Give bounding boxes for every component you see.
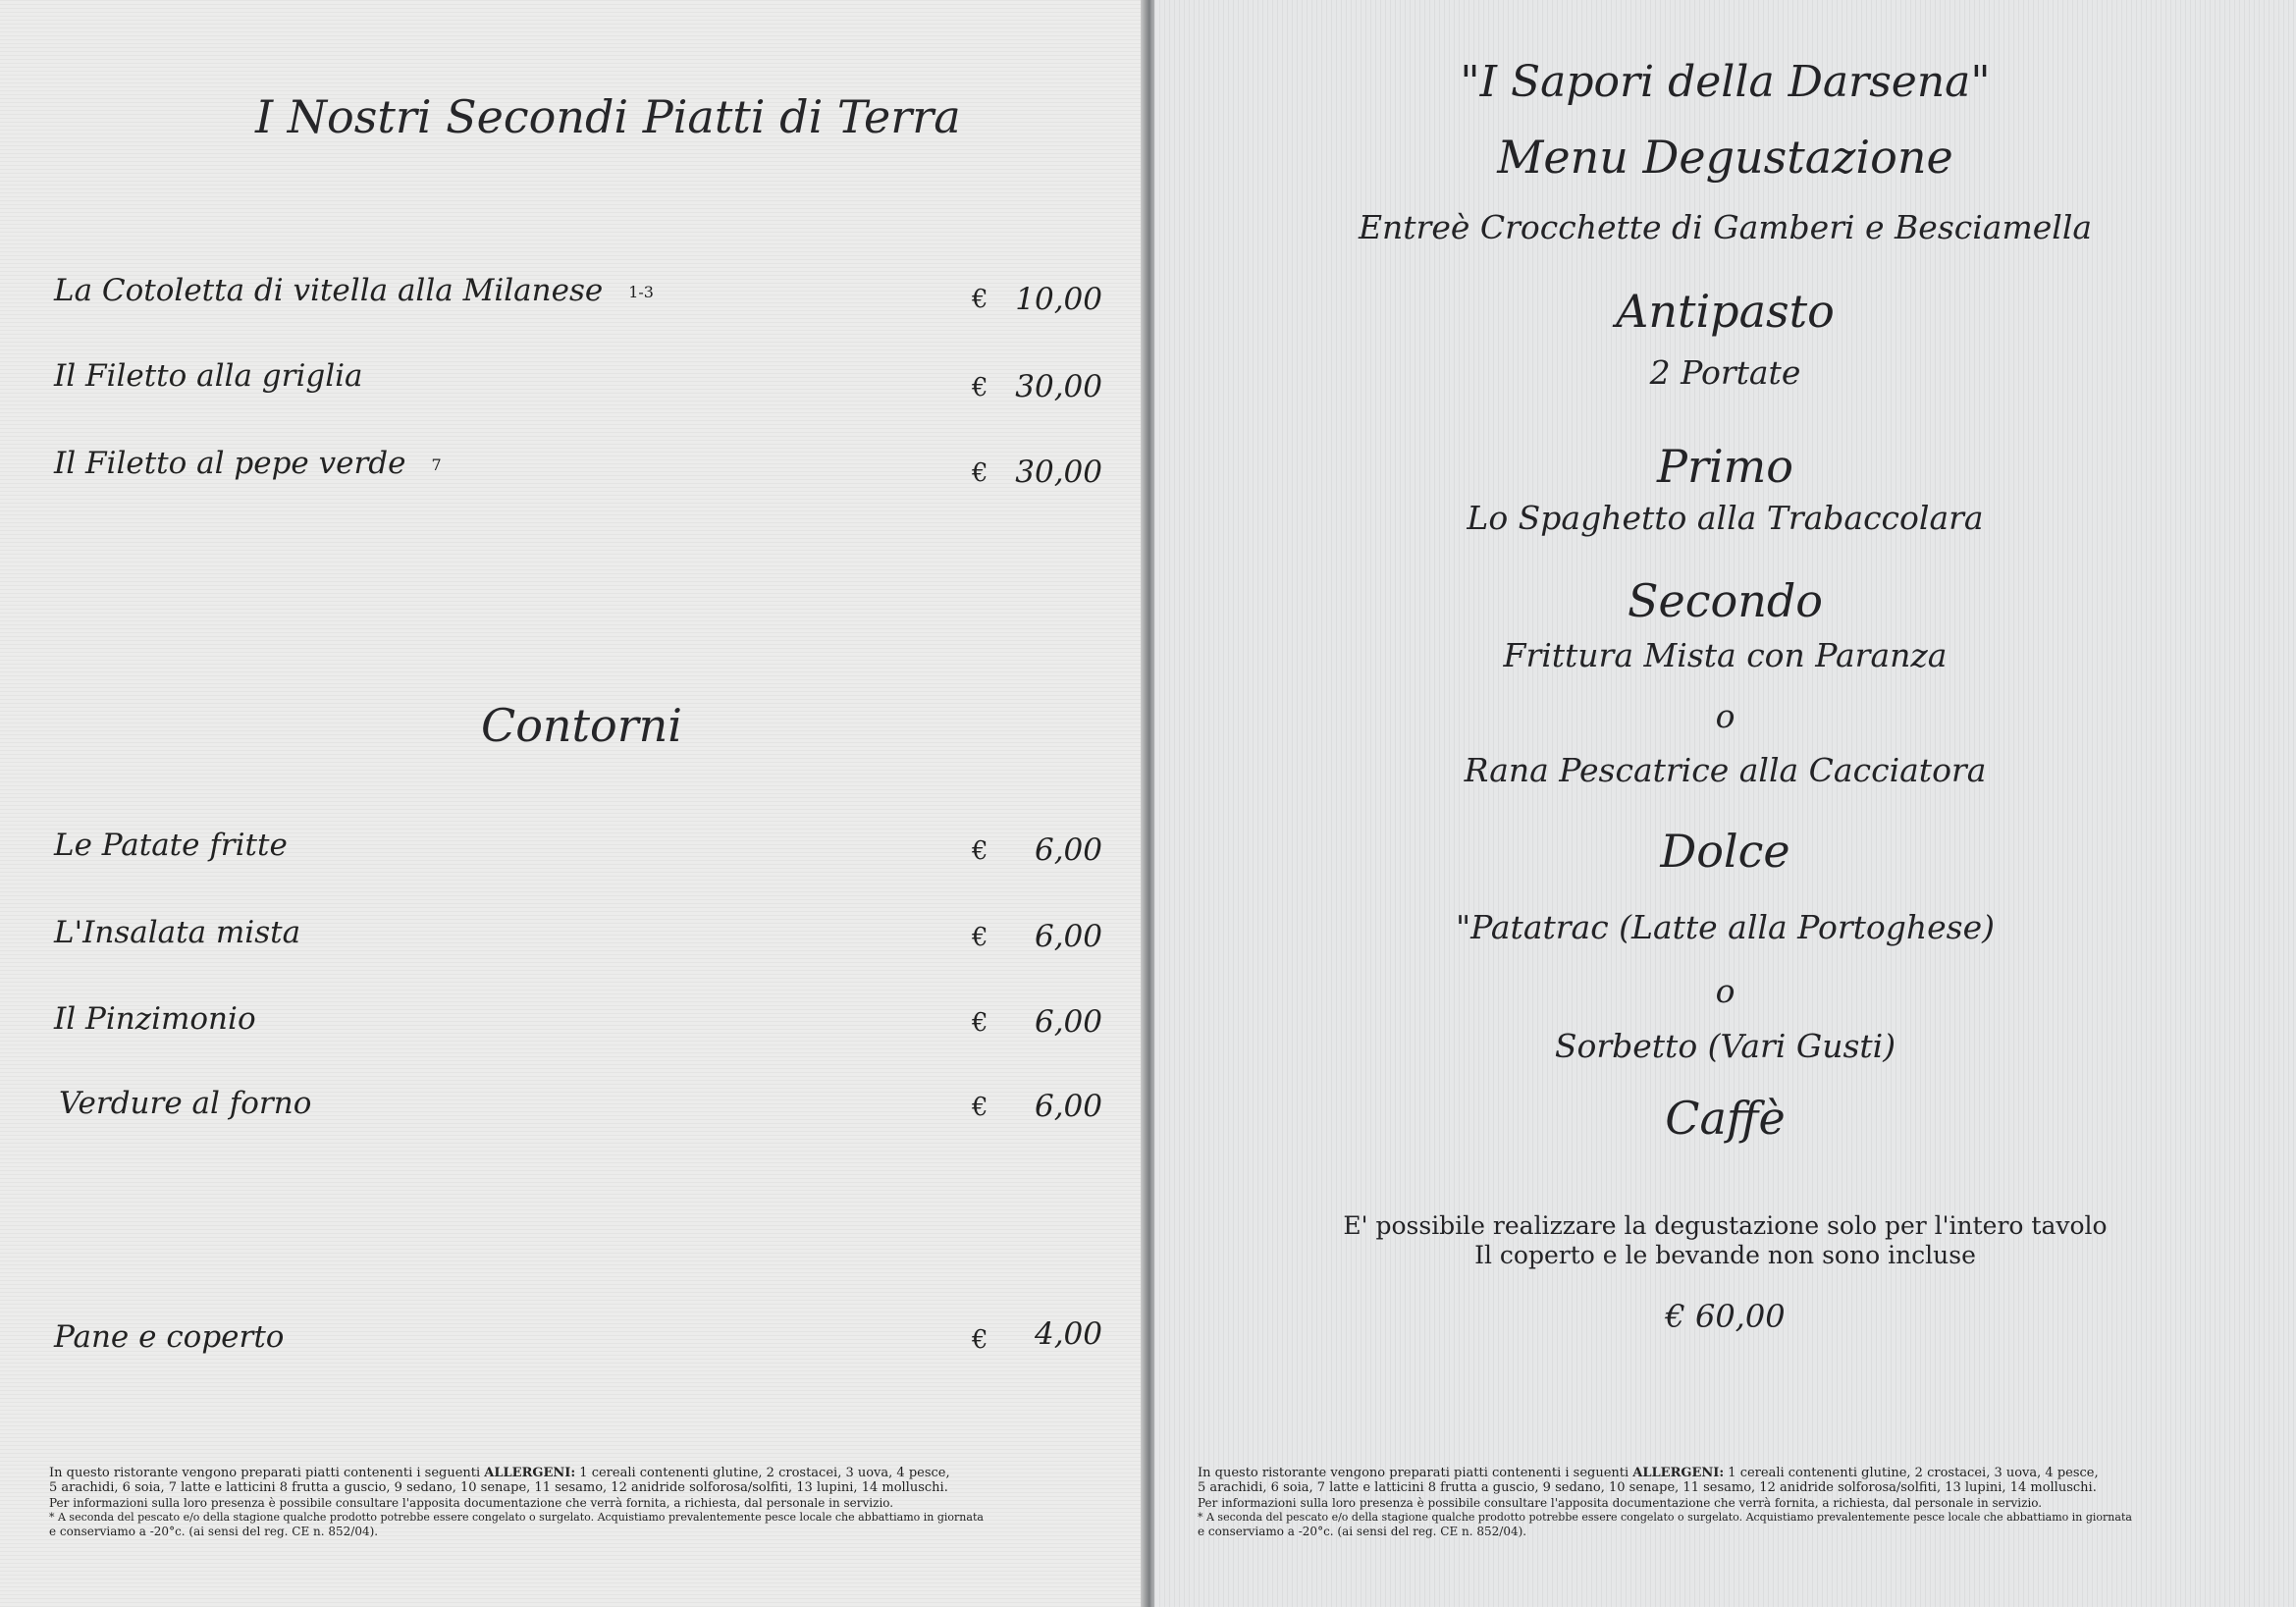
entree-line: Entreè Crocchette di Gamberi e Besciamella (1358, 208, 2093, 246)
side-price: 6,00 (1034, 919, 1102, 954)
fish-note-cont: e conserviamo a -20°c. (ai sensi del reg. CE n. 852/04). (49, 1525, 379, 1538)
item-price: 10,00 (1015, 282, 1102, 317)
course-line: Frittura Mista con Paranza (1503, 636, 1948, 674)
currency-symbol: € (972, 923, 988, 952)
tasting-note-cont: Il coperto e le bevande non sono incluse (1474, 1241, 1976, 1269)
currency-symbol: € (972, 458, 988, 488)
course-heading-primo: Primo (1657, 440, 1793, 493)
side-item-name: L'Insalata mista (54, 915, 301, 950)
course-heading-dolce: Dolce (1660, 825, 1790, 878)
item-label: Il Filetto al pepe verde (54, 446, 406, 481)
currency-symbol: € (972, 836, 988, 866)
allergen-code: 1-3 (628, 283, 654, 301)
left-menu-page (0, 0, 1147, 1607)
allergens-info: Per informazioni sulla loro presenza è possibile consultare l'apposita documentazione che verrà fornita, a richiesta, dal personale in servizio. (1198, 1496, 2043, 1510)
allergens-list: 1 cereali contenenti glutine, 2 crostacei, 3 uova, 4 pesce, (575, 1466, 950, 1480)
side-price: 6,00 (1034, 1004, 1102, 1040)
menu-item-name (54, 273, 654, 308)
fish-note-cont: e conserviamo a -20°c. (ai sensi del reg. CE n. 852/04). (1198, 1525, 1527, 1538)
tasting-menu-subtitle: Menu Degustazione (1497, 131, 1953, 184)
tasting-note: E' possibile realizzare la degustazione solo per l'intero tavolo (1343, 1211, 2108, 1240)
course-heading-secondo: Secondo (1628, 574, 1823, 627)
allergens-note (49, 1467, 950, 1480)
side-item-name: Le Patate fritte (54, 828, 288, 863)
currency-symbol: € (972, 285, 988, 314)
allergens-label: ALLERGENI: (1632, 1466, 1725, 1480)
item-label: La Cotoletta di vitella alla Milanese (54, 273, 604, 308)
sides-section-title: Contorni (481, 699, 683, 752)
course-or: o (1715, 697, 1735, 735)
course-or: o (1715, 972, 1735, 1010)
side-item-name: Il Pinzimonio (54, 1001, 256, 1037)
course-heading-antipasto: Antipasto (1616, 285, 1835, 338)
tasting-menu-price: € 60,00 (1665, 1298, 1786, 1335)
menu-item-name (54, 446, 442, 481)
currency-symbol: € (972, 1093, 988, 1122)
allergens-intro: In questo ristorante vengono preparati piatti contenenti i seguenti (49, 1466, 485, 1480)
side-price: 6,00 (1034, 832, 1102, 868)
cover-charge-price: 4,00 (1034, 1316, 1102, 1352)
left-page-title: I Nostri Secondi Piatti di Terra (255, 90, 961, 143)
item-price: 30,00 (1015, 455, 1102, 490)
course-line: Sorbetto (Vari Gusti) (1554, 1027, 1896, 1065)
course-line: Rana Pescatrice alla Cacciatora (1464, 751, 1987, 789)
tasting-menu-title: "I Sapori della Darsena" (1460, 57, 1991, 107)
currency-symbol: € (972, 373, 988, 402)
allergens-list-cont: 5 arachidi, 6 soia, 7 latte e latticini 8 frutta a guscio, 9 sedano, 10 senape, 11 sesamo, 12 anidride solforosa/solfiti, 13 lupini, 14 molluschi. (1198, 1480, 2097, 1495)
fish-note: * A seconda del pescato e/o della stagione qualche prodotto potrebbe essere congelato o surgelato. Acquistiamo prevalentemente pesce locale che abbattiamo in giornata (49, 1511, 984, 1524)
allergens-label: ALLERGENI: (484, 1466, 576, 1480)
course-heading-caffe: Caffè (1665, 1092, 1786, 1145)
currency-symbol: € (972, 1008, 988, 1038)
cover-charge-name: Pane e coperto (54, 1319, 285, 1355)
allergen-code: 7 (431, 455, 442, 474)
menu-item-name (54, 358, 363, 394)
course-line: Lo Spaghetto alla Trabaccolara (1467, 499, 1984, 537)
course-line: "Patatrac (Latte alla Portoghese) (1455, 908, 1996, 946)
allergens-list-cont: 5 arachidi, 6 soia, 7 latte e latticini 8 frutta a guscio, 9 sedano, 10 senape, 11 sesamo, 12 anidride solforosa/solfiti, 13 lupini, 14 molluschi. (49, 1480, 948, 1495)
allergens-list: 1 cereali contenenti glutine, 2 crostacei, 3 uova, 4 pesce, (1724, 1466, 2099, 1480)
currency-symbol: € (972, 1325, 988, 1355)
right-menu-page (1154, 0, 2296, 1607)
allergens-note (1198, 1467, 2099, 1480)
allergens-info: Per informazioni sulla loro presenza è possibile consultare l'apposita documentazione che verrà fornita, a richiesta, dal personale in servizio. (49, 1496, 894, 1510)
course-line: 2 Portate (1649, 353, 1801, 392)
side-item-name: Verdure al forno (59, 1086, 312, 1121)
fish-note: * A seconda del pescato e/o della stagione qualche prodotto potrebbe essere congelato o surgelato. Acquistiamo prevalentemente pesce locale che abbattiamo in giornata (1198, 1511, 2132, 1524)
item-price: 30,00 (1015, 369, 1102, 404)
allergens-intro: In questo ristorante vengono preparati piatti contenenti i seguenti (1198, 1466, 1633, 1480)
side-price: 6,00 (1034, 1089, 1102, 1124)
item-label: Il Filetto alla griglia (54, 358, 363, 394)
